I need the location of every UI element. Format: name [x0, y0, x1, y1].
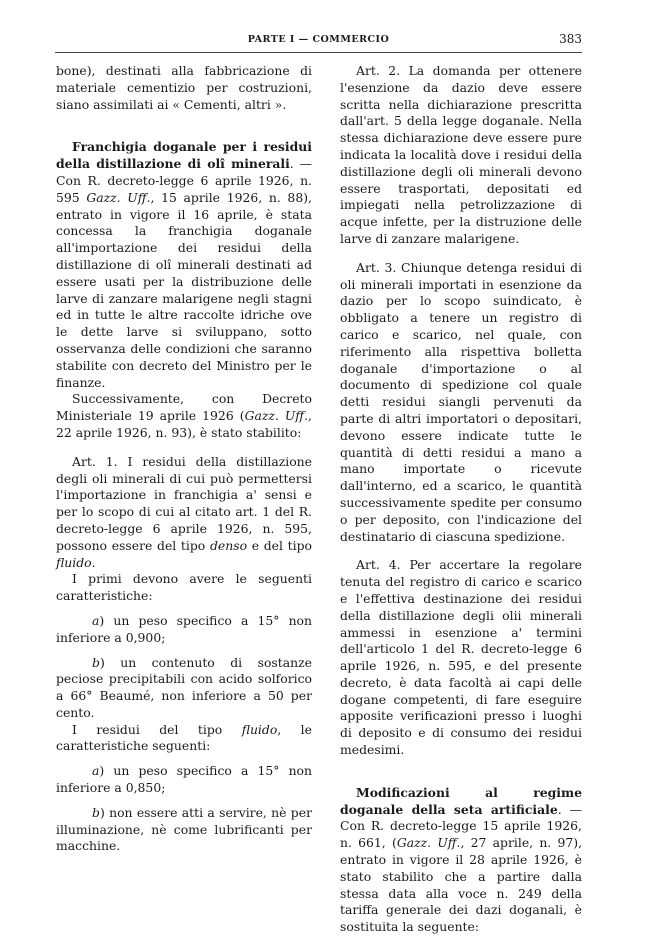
right-column — [340, 63, 582, 936]
list-item-b-fluido: b) non essere atti a servire, nè per illuminazione, nè come lubrificanti per macchine. — [56, 804, 312, 854]
section-franchigia: Franchigia doganale per i residui della distillazione di olî minerali. — Con R. decreto-legge 6 aprile 1926, n. 595 Gazz. Uff., 15 aprile 1926, n. 88), entrato in vigore il 16 aprile, è stata concessa la franchigia doganale all'importazione dei residui della distillazione di olî minerali destinati ad essere usati per la distribuzione delle larve di zanzare malarigene negli stagni ed in tutte le altre raccolte idriche ove le dette larve si sviluppano, sotto osservanza delle condizioni che saranno stabilite con decreto del Ministro per le finanze. — [56, 139, 312, 390]
left-column — [56, 63, 312, 855]
paragraph-primi: I primi devono avere le seguenti caratteristiche: — [56, 571, 312, 604]
gazzetta-ref: Gazz. Uff. — [86, 189, 151, 205]
gazzetta-ref: Gazz. Uff. — [396, 835, 461, 851]
paragraph-fluido: I residui del tipo fluido, le caratteristiche seguenti: — [56, 721, 312, 754]
article-3: Art. 3. Chiunque detenga residui di oli minerali importati in esenzione da dazio per lo scopo suindicato, è obbligato a tenere un registro di carico e scarico, nel quale, con riferimento alla rispettiva bolletta doganale d'importazione o al documento di spedizione col quale detti residui siangli pervenuti da parte di altri importatori o depositari, devono essere indicate tutte le quantità di detti residui a mano a mano importate o ricevute dall'interno, ed a scarico, le quantità successivamente spedite per consumo o per deposito, con l'indicazione del destinatario di ciascuna spedizione. — [340, 259, 582, 544]
running-header — [55, 32, 582, 53]
article-4: Art. 4. Per accertare la regolare tenuta del registro di carico e scarico e l'effettiva destinazione dei residui della distillazione degli olii minerali ammessi in esenzione a' termini dell'articolo 1 del R. decreto-legge 6 aprile 1926, n. 595, e del presente decreto, è data facoltà ai capi delle dogane competenti, di fare eseguire apposite verificazioni presso i luoghi di deposito e di consumo dei residui medesimi. — [340, 557, 582, 758]
paragraph-successivamente: Successivamente, con Decreto Ministeriale 19 aprile 1926 (Gazz. Uff., 22 aprile 1926, n. 93), è stato stabilito: — [56, 391, 312, 440]
section-heading: Franchigia doganale per i residui della distillazione di olî minerali — [56, 139, 312, 172]
section-heading: Modificazioni al regime doganale della seta artificiale — [340, 784, 582, 817]
page-number: 383 — [559, 32, 582, 46]
continued-paragraph: bone), destinati alla fabbricazione di materiale cementizio per costruzioni, siano assimilati ai « Cementi, altri ». — [56, 63, 312, 112]
list-item-a-denso: a) un peso specifico a 15° non inferiore a 0,900; — [56, 612, 312, 645]
list-item-b-denso: b) un contenuto di sostanze peciose precipitabili con acido solforico a 66° Beaumé, non inferiore a 50 per cento. — [56, 654, 312, 720]
section-seta-artificiale: Modificazioni al regime doganale della seta artificiale. — Con R. decreto-legge 15 aprile 1926, n. 661, (Gazz. Uff., 27 aprile, n. 97), entrato in vigore il 28 aprile 1926, è stato stabilito che a partire dalla stessa data alla voce n. 249 della tariffa generale dei dazi doganali, è sostituita la seguente: — [340, 784, 583, 935]
article-2: Art. 2. La domanda per ottenere l'esenzione da dazio deve essere scritta nella dichiarazione prescritta dall'art. 5 della legge doganale. Nella stessa dichiarazione deve essere pure indicata la località dove i residui della distillazione degli oli minerali devono essere trasportati, depositati ed impiegati nella petrolizzazione di acque infette, per la distruzione delle larve di zanzare malarigene. — [340, 63, 582, 246]
article-1: Art. 1. I residui della distillazione degli oli minerali di cui può permettersi l'importazione in franchigia a' sensi e per lo scopo di cui al citato art. 1 del R. decreto-legge 6 aprile 1926, n. 595, possono essere del tipo denso e del tipo fluido. — [56, 453, 312, 570]
list-item-a-fluido: a) un peso specifico a 15° non inferiore a 0,850; — [56, 763, 312, 796]
header-title: PARTE I — COMMERCIO — [247, 34, 390, 45]
gazzetta-ref: Gazz. Uff. — [244, 408, 309, 424]
